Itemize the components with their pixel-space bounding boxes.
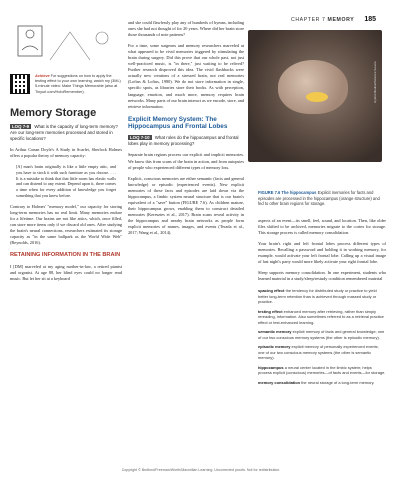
glossary-item bbox=[258, 344, 386, 361]
digital-resource-box bbox=[10, 74, 122, 95]
section-heading: Memory Storage bbox=[10, 106, 97, 119]
glossary-definition: a neural center located in the limbic system; helps process explicit (conscious) memories—of facts and events—for storage. bbox=[258, 364, 386, 376]
cartoon-illustration bbox=[10, 20, 122, 66]
holmes-quote: [A] man's brain originally is like a little empty attic, and you have to stock it with such furniture as you choose. . . . It is a mistake to think that that little room has elastic walls and can distend to any extent. Depend upon it, there comes a time when for every addition of knowledge you forget something that you knew before. bbox=[16, 163, 116, 198]
separate-regions-paragraph: Separate brain regions process our explicit and implicit memories. We know this from scans of the brain in action, and from autopsies of people who experienced different types of memory loss. bbox=[128, 152, 244, 170]
surgery-paragraph: For a time, some surgeons and memory researchers marveled at what appeared to be vivid memories triggered by stimulating the brain during surgery. Did this prove that our whole past, not just well-practiced music, is "in there," just waiting to be relived? Further research disproved this idea. The vivid flashbacks were actually new creations of a stressed brain, not real memories (Loftus & Loftus, 1980). We do not store information in single, specific spots, as libraries store their books. As with perception, language, emotion, and much more, memory requires brain networks. Many parts of our brain interact as we encode, store, and retrieve information. bbox=[128, 43, 244, 109]
qr-code-icon[interactable] bbox=[10, 74, 30, 94]
page-number: 185 bbox=[364, 16, 376, 23]
frontal-lobes-paragraph: Your brain's right and left frontal lobes process different types of memories. Recalling a password and holding it in working memory, for example, would activate your left frontal lobe. Calling up a visual image of last night's party would more likely activate your right frontal lobe. bbox=[258, 241, 386, 265]
glossary-item bbox=[258, 380, 386, 386]
learning-objective-question-2 bbox=[128, 135, 244, 147]
glossary-term: testing effect bbox=[258, 308, 283, 314]
loq-badge: LOQ 7-9 bbox=[12, 123, 30, 129]
copyright-footer: Copyright © Bedford/Freeman/Worth/Macmillan Learning. Uncorrected proofs. Not for redistribution. bbox=[121, 468, 281, 472]
loq-text-2: What roles do the hippocampus and frontal lobes play in memory processing? bbox=[128, 135, 239, 147]
loq-text: What is the capacity of long-term memory? Are our long-term memories processed and stored in specific locations? bbox=[10, 123, 118, 141]
glossary-term: spacing effect bbox=[258, 288, 285, 294]
glossary-item bbox=[258, 365, 386, 376]
hymns-paragraph: and she could flawlessly play any of hundreds of hymns, including ones she had not thought of for 20 years. Where did her brain store those thousands of note patterns? bbox=[128, 20, 244, 38]
figure-caption-text: Explicit memories for facts and episodes are processed in the hippocampus (orange structure) and fed to other brain regions for storage. bbox=[258, 190, 380, 207]
photo-credit: Hybrid Medical/Science Source bbox=[373, 61, 378, 103]
consolidation-paragraph: aspects of an event—its smell, feel, sound, and location. Then, like older files shifted to be archived, memories migrate to the cortex for storage. This storage process is called memory consolidation. bbox=[258, 218, 386, 236]
retaining-subheading: RETAINING INFORMATION IN THE BRAIN bbox=[10, 252, 121, 259]
explicit-conscious-paragraph: Explicit, conscious memories are either semantic (facts and general knowledge) or episodic (experienced events). New explicit memories of these facts and episodes are laid down via the hippocampus, a limbic system neural structure that is our brain's equivalent of a "save" button (FIGURE 7.6). As children mature, their hippocampus grows, enabling them to construct detailed memories (Keresztes et al., 2017). Brain scans reveal activity in the hippocampus and nearby brain networks as people form explicit memories of names, images, and events (Terada et al., 2017; Wang et al., 2014). bbox=[128, 175, 244, 236]
chapter-label bbox=[291, 17, 354, 23]
glossary-item bbox=[258, 288, 386, 305]
glossary-term: hippocampus bbox=[258, 364, 284, 370]
chapter-topic: MEMORY bbox=[327, 17, 355, 23]
glossary-definition: the neural storage of a long-term memory. bbox=[301, 379, 375, 385]
contrary-paragraph: Contrary to Holmes' "memory model," our capacity for storing long-term memories has no real limit. Many memories endure for a lifetime. Our brains are not like attics, which, once filled, can store more items only if we discard old ones. After studying the brain's neural connections, researchers estimated its storage capacity as "in the same ballpark as the World Wide Web" (Reynolds, 2016). bbox=[10, 203, 122, 245]
intro-paragraph: In Arthur Conan Doyle's A Study in Scarlet, Sherlock Holmes offers a popular theory of memory capacity: bbox=[10, 146, 122, 158]
learning-objective-question bbox=[10, 124, 122, 142]
glossary-term: episodic memory bbox=[258, 344, 291, 350]
running-header bbox=[291, 16, 376, 23]
digital-resource-text bbox=[35, 74, 122, 95]
glossary-definition: enhanced memory after retrieving, rather than simply rereading, information. Also sometimes referred to as a retrieval practice effect or test-enhanced learning. bbox=[258, 308, 384, 325]
glossary-term: memory consolidation bbox=[258, 379, 301, 385]
glossary-item bbox=[258, 309, 386, 326]
glossary-sidebar bbox=[258, 288, 386, 385]
glossary-definition: the tendency for distributed study or practice to yield better long-term retention than is achieved through massed study or practice. bbox=[258, 288, 377, 305]
loq-badge-2: LOQ 7-10 bbox=[130, 135, 150, 141]
left-column bbox=[10, 20, 122, 282]
hippocampus-figure-image bbox=[248, 30, 382, 162]
middle-column bbox=[128, 20, 244, 236]
explicit-memory-subheading: Explicit Memory System: The Hippocampus and Frontal Lobes bbox=[128, 115, 228, 131]
glossary-term: semantic memory bbox=[258, 329, 292, 335]
mother-in-law-paragraph: I [DM] marveled at my aging mother-in-law, a retired pianist and organist. At age 88, her blind eyes could no longer read music. But let her sit at a keyboard bbox=[10, 263, 122, 281]
figure-title: FIGURE 7.6 The hippocampus bbox=[258, 190, 317, 195]
brain-illustration bbox=[278, 60, 348, 114]
achieve-tag: Achieve bbox=[35, 74, 50, 78]
sleep-paragraph: Sleep supports memory consolidation. In one experiment, students who learned material in a study/sleep/restudy condition remembered material bbox=[258, 270, 386, 282]
glossary-definition: explicit memory of personally experienced events; one of our two conscious memory systems (the other is semantic memory). bbox=[258, 344, 379, 361]
glossary-definition: explicit memory of facts and general knowledge; one of our two conscious memory systems (the other is episodic memory). bbox=[258, 329, 385, 340]
chapter-number: CHAPTER 7 bbox=[290, 17, 326, 23]
right-column bbox=[258, 218, 386, 385]
hippocampus-highlight bbox=[306, 92, 328, 102]
glossary-item bbox=[258, 329, 386, 340]
figure-caption bbox=[258, 190, 386, 207]
digital-resource-description: For suggestions on how to apply the testing effect to your own learning, watch my (3ML) 5-minute video: Make Things Memorable (also at Tinyurl.com/HotoRemember). bbox=[35, 74, 121, 94]
